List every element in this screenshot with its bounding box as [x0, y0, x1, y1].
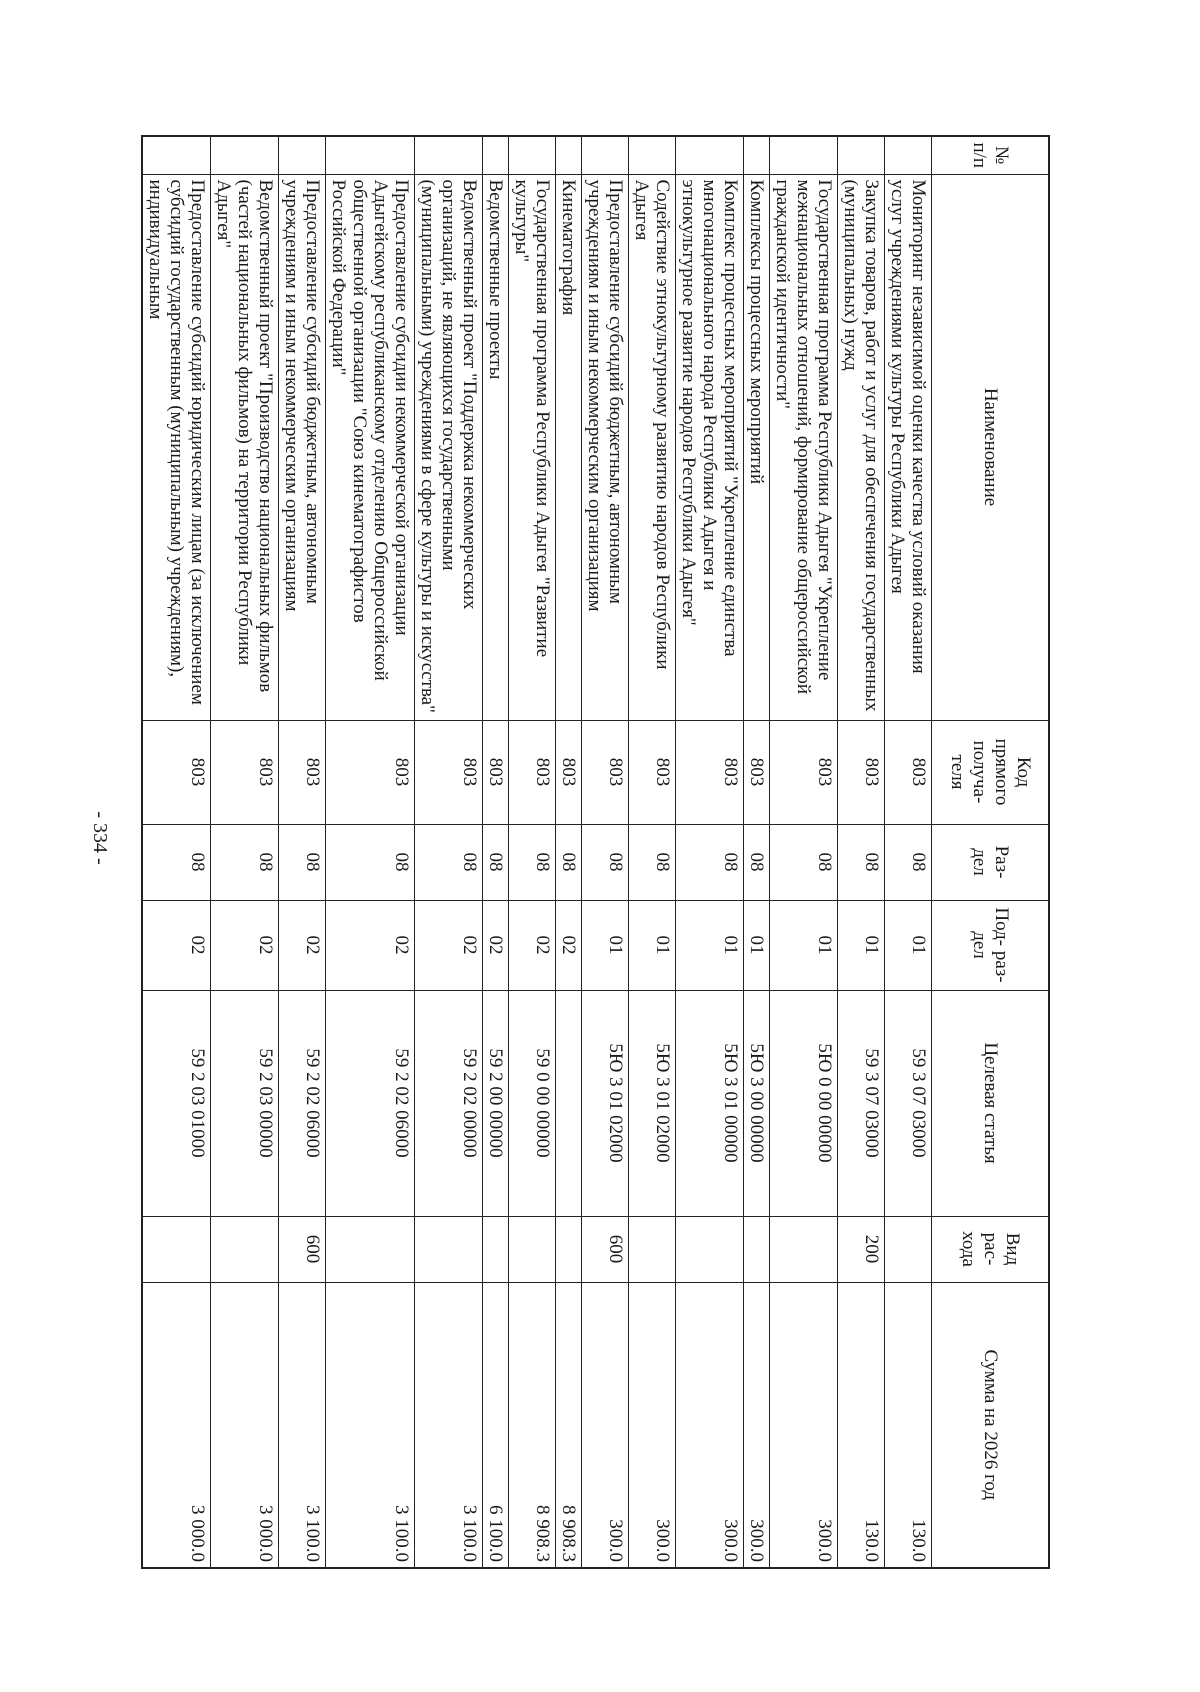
cell-num — [509, 136, 556, 174]
cell-num — [279, 136, 326, 174]
cell-summa: 6 100.0 — [483, 1282, 509, 1568]
table-row — [838, 136, 885, 1568]
cell-cel-statya: 5Ю 3 01 02000 — [629, 990, 676, 1216]
table-row — [279, 136, 326, 1568]
cell-summa: 130.0 — [838, 1282, 885, 1568]
cell-code: 803 — [279, 720, 326, 824]
cell-num — [211, 136, 279, 174]
cell-code: 803 — [744, 720, 770, 824]
cell-num — [676, 136, 744, 174]
cell-podrazdel: 02 — [483, 900, 509, 990]
cell-razdel: 08 — [582, 824, 629, 900]
cell-name: Комплекс процессных мероприятий "Укрепление единства многонационального народа Республики Адыгея и этнокультурное развитие народов Республики Адыгея" — [676, 174, 744, 720]
cell-num — [744, 136, 770, 174]
cell-name: Государственная программа Республики Адыгея "Развитие культуры" — [509, 174, 556, 720]
table-row — [676, 136, 744, 1568]
cell-cel-statya: 59 0 00 00000 — [509, 990, 556, 1216]
cell-razdel: 08 — [770, 824, 838, 900]
cell-cel-statya: 5Ю 3 01 00000 — [676, 990, 744, 1216]
cell-num — [770, 136, 838, 174]
cell-name: Предоставление субсидии некоммерческой организации Адыгейскому республиканскому отделению Общероссийской общественной организации "Союз кинематографистов Российской Федерации" — [326, 174, 415, 720]
cell-code: 803 — [885, 720, 932, 824]
cell-summa: 3 000.0 — [211, 1282, 279, 1568]
cell-razdel: 08 — [279, 824, 326, 900]
cell-vid-rashoda — [509, 1216, 556, 1282]
cell-summa: 300.0 — [582, 1282, 629, 1568]
cell-code: 803 — [142, 720, 211, 824]
table-row — [556, 136, 582, 1568]
cell-razdel: 08 — [556, 824, 582, 900]
table-row — [483, 136, 509, 1568]
cell-razdel: 08 — [142, 824, 211, 900]
cell-summa: 300.0 — [629, 1282, 676, 1568]
cell-summa: 300.0 — [770, 1282, 838, 1568]
cell-name: Предоставление субсидий бюджетным, автономным учреждениям и иным некоммерческим организациям — [279, 174, 326, 720]
cell-razdel: 08 — [415, 824, 483, 900]
cell-summa: 300.0 — [744, 1282, 770, 1568]
table-row — [629, 136, 676, 1568]
cell-cel-statya: 59 2 03 00000 — [211, 990, 279, 1216]
cell-summa: 130.0 — [885, 1282, 932, 1568]
cell-podrazdel: 02 — [211, 900, 279, 990]
table-row — [582, 136, 629, 1568]
table-row — [885, 136, 932, 1568]
cell-podrazdel: 01 — [676, 900, 744, 990]
cell-code: 803 — [770, 720, 838, 824]
cell-vid-rashoda — [744, 1216, 770, 1282]
table-row — [744, 136, 770, 1568]
cell-summa: 8 908.3 — [509, 1282, 556, 1568]
cell-cel-statya: 59 2 00 00000 — [483, 990, 509, 1216]
cell-vid-rashoda — [676, 1216, 744, 1282]
cell-name: Ведомственный проект "Производство национальных фильмов (частей национальных фильмов) на территории Республики Адыгея" — [211, 174, 279, 720]
cell-name: Предоставление субсидий юридическим лицам (за исключением субсидий государственным (муниципальным) учреждениям), индивидуальным — [142, 174, 211, 720]
cell-vid-rashoda — [556, 1216, 582, 1282]
cell-code: 803 — [326, 720, 415, 824]
header-razdel: Раз- дел — [932, 824, 1050, 900]
cell-code: 803 — [509, 720, 556, 824]
cell-summa: 8 908.3 — [556, 1282, 582, 1568]
cell-vid-rashoda: 600 — [582, 1216, 629, 1282]
cell-razdel: 08 — [509, 824, 556, 900]
cell-podrazdel: 02 — [556, 900, 582, 990]
cell-vid-rashoda — [142, 1216, 211, 1282]
cell-cel-statya: 59 2 02 00000 — [415, 990, 483, 1216]
cell-vid-rashoda — [326, 1216, 415, 1282]
cell-podrazdel: 01 — [744, 900, 770, 990]
cell-podrazdel: 01 — [885, 900, 932, 990]
cell-num — [582, 136, 629, 174]
cell-num — [838, 136, 885, 174]
header-vid-rashoda: Вид рас- хода — [932, 1216, 1050, 1282]
cell-razdel: 08 — [744, 824, 770, 900]
cell-name: Ведомственные проекты — [483, 174, 509, 720]
cell-code: 803 — [211, 720, 279, 824]
cell-name: Комплексы процессных мероприятий — [744, 174, 770, 720]
cell-cel-statya: 5Ю 0 00 00000 — [770, 990, 838, 1216]
cell-num — [326, 136, 415, 174]
cell-name: Предоставление субсидий бюджетным, автономным учреждениям и иным некоммерческим организациям — [582, 174, 629, 720]
table-row — [509, 136, 556, 1568]
cell-code: 803 — [483, 720, 509, 824]
cell-podrazdel: 01 — [838, 900, 885, 990]
cell-cel-statya — [556, 990, 582, 1216]
cell-summa: 300.0 — [676, 1282, 744, 1568]
cell-summa: 3 100.0 — [415, 1282, 483, 1568]
cell-vid-rashoda — [483, 1216, 509, 1282]
cell-num — [415, 136, 483, 174]
cell-podrazdel: 02 — [326, 900, 415, 990]
header-podrazdel: Под- раз- дел — [932, 900, 1050, 990]
header-code: Код прямого получа- теля — [932, 720, 1050, 824]
table-header-row — [932, 136, 1050, 1568]
cell-num — [885, 136, 932, 174]
cell-cel-statya: 5Ю 3 00 00000 — [744, 990, 770, 1216]
page-number: - 334 - — [89, 811, 111, 865]
cell-vid-rashoda: 200 — [838, 1216, 885, 1282]
cell-name: Мониторинг независимой оценки качества условий оказания услуг учреждениями культуры Республики Адыгея — [885, 174, 932, 720]
cell-podrazdel: 02 — [142, 900, 211, 990]
header-summa: Сумма на 2026 год — [932, 1282, 1050, 1568]
cell-name: Ведомственный проект "Поддержка некоммерческих организаций, не являющихся государственными (муниципальными) учреждениями в сфере культуры и искусства" — [415, 174, 483, 720]
cell-razdel: 08 — [838, 824, 885, 900]
budget-table — [141, 135, 1050, 1569]
cell-name: Содействие этнокультурному развитию народов Республики Адыгея — [629, 174, 676, 720]
table-row — [142, 136, 211, 1568]
header-cel-statya: Целевая статья — [932, 990, 1050, 1216]
cell-code: 803 — [556, 720, 582, 824]
cell-cel-statya: 59 2 02 06000 — [279, 990, 326, 1216]
cell-podrazdel: 02 — [415, 900, 483, 990]
cell-code: 803 — [629, 720, 676, 824]
cell-vid-rashoda — [885, 1216, 932, 1282]
cell-podrazdel: 02 — [279, 900, 326, 990]
cell-code: 803 — [838, 720, 885, 824]
cell-summa: 3 000.0 — [142, 1282, 211, 1568]
cell-razdel: 08 — [676, 824, 744, 900]
cell-razdel: 08 — [211, 824, 279, 900]
cell-cel-statya: 59 2 02 06000 — [326, 990, 415, 1216]
cell-cel-statya: 5Ю 3 01 02000 — [582, 990, 629, 1216]
cell-cel-statya: 59 2 03 01000 — [142, 990, 211, 1216]
cell-name: Государственная программа Республики Адыгея "Укрепление межнациональных отношений, формирование общероссийской гражданской идентичности" — [770, 174, 838, 720]
table-row — [415, 136, 483, 1568]
cell-razdel: 08 — [629, 824, 676, 900]
cell-vid-rashoda — [415, 1216, 483, 1282]
cell-razdel: 08 — [885, 824, 932, 900]
table-row — [770, 136, 838, 1568]
cell-code: 803 — [582, 720, 629, 824]
cell-podrazdel: 01 — [629, 900, 676, 990]
cell-vid-rashoda: 600 — [279, 1216, 326, 1282]
cell-num — [142, 136, 211, 174]
table-row — [211, 136, 279, 1568]
cell-num — [556, 136, 582, 174]
cell-code: 803 — [415, 720, 483, 824]
cell-cel-statya: 59 3 07 03000 — [885, 990, 932, 1216]
cell-podrazdel: 01 — [770, 900, 838, 990]
header-name: Наименование — [932, 174, 1050, 720]
cell-num — [483, 136, 509, 174]
table-row — [326, 136, 415, 1568]
cell-name: Закупка товаров, работ и услуг для обеспечения государственных (муниципальных) нужд — [838, 174, 885, 720]
header-num: № п/п — [932, 136, 1050, 174]
cell-razdel: 08 — [326, 824, 415, 900]
cell-summa: 3 100.0 — [279, 1282, 326, 1568]
cell-code: 803 — [676, 720, 744, 824]
cell-razdel: 08 — [483, 824, 509, 900]
cell-vid-rashoda — [770, 1216, 838, 1282]
cell-podrazdel: 02 — [509, 900, 556, 990]
cell-name: Кинематография — [556, 174, 582, 720]
cell-cel-statya: 59 3 07 03000 — [838, 990, 885, 1216]
cell-summa: 3 100.0 — [326, 1282, 415, 1568]
cell-vid-rashoda — [211, 1216, 279, 1282]
cell-podrazdel: 01 — [582, 900, 629, 990]
rotated-table-container — [125, 135, 1050, 1567]
cell-num — [629, 136, 676, 174]
cell-vid-rashoda — [629, 1216, 676, 1282]
